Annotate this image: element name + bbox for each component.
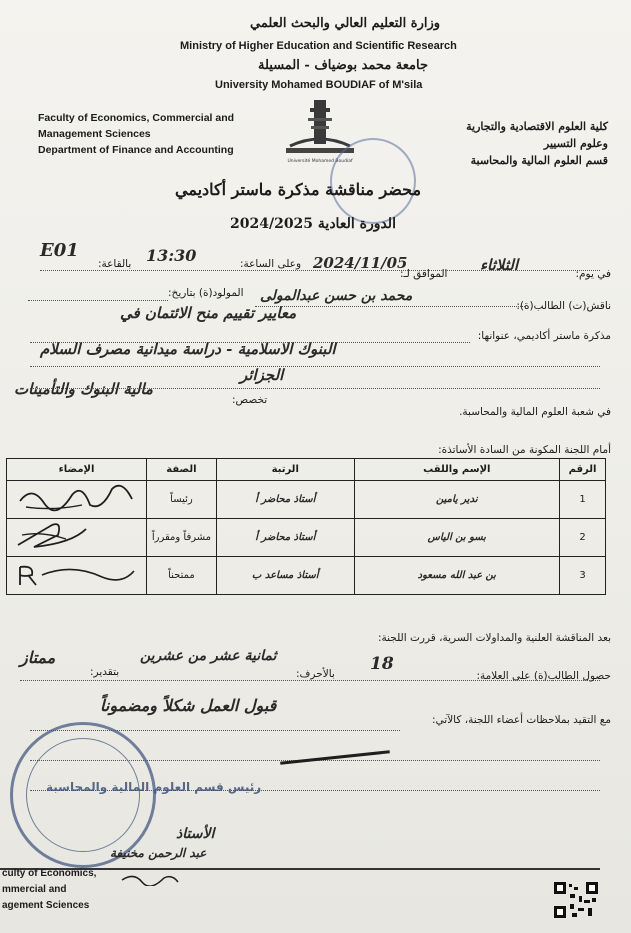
ministry-en: Ministry of Higher Education and Scientific Research	[180, 40, 457, 52]
table-row	[7, 481, 606, 519]
mention-value: ممتاز	[20, 648, 56, 667]
footer-en-line1: culty of Economics,	[2, 868, 97, 879]
after-label: بعد المناقشة العلنية والمداولات السرية، قررت اللجنة:	[377, 632, 611, 644]
faculty-ar-line3: قسم العلوم المالية والمحاسبة	[470, 154, 608, 167]
ministry-ar: وزارة التعليم العالي والبحث العلمي	[250, 16, 441, 31]
committee-table	[6, 458, 606, 595]
row-role: مشرفاً ومقرراً	[147, 519, 217, 557]
date-value: 2024/11/05	[313, 254, 408, 272]
letters-value: ثمانية عشر من عشرين	[140, 648, 277, 664]
faculty-en-line1: Faculty of Economics, Commercial and	[38, 112, 235, 124]
header-signature: الإمضاء	[7, 459, 147, 481]
room-label: بالقاعة:	[98, 258, 132, 270]
header-name: الإسم واللقب	[354, 459, 560, 481]
row-num: 2	[560, 519, 606, 557]
thesis-line2: البنوك الاسلامية - دراسة ميدانية مصرف السلام	[40, 340, 336, 358]
signature-cell	[7, 557, 147, 595]
grade-label: حصول الطالب(ة) على العلامة:	[476, 670, 611, 682]
specialty-label: تخصص:	[232, 394, 268, 406]
university-ar: جامعة محمد بوضياف - المسيلة	[258, 58, 429, 73]
table-row	[7, 557, 606, 595]
faculty-ar	[380, 118, 608, 169]
qr-code-icon	[554, 882, 598, 918]
row-rank: أستاذ مساعد ب	[216, 557, 354, 595]
signature-cell	[7, 519, 147, 557]
svg-text:Université Mohamed Boudiaf: Université Mohamed Boudiaf	[287, 159, 353, 164]
header-role: الصفة	[147, 459, 217, 481]
grade-value: 18	[370, 654, 394, 674]
faculty-ar-line1: كلية العلوم الاقتصادية والتجارية	[466, 120, 608, 133]
footer-en-line2: mmercial and	[2, 884, 67, 895]
signature-1	[12, 481, 142, 515]
row-name: ندير يامين	[354, 481, 560, 519]
remarks-value: قبول العمل شكلاً ومضموناً	[100, 696, 277, 715]
professor-label: الأستاذ	[176, 826, 215, 842]
thesis-label: مذكرة ماستر أكاديمي، عنوانها:	[477, 330, 611, 342]
header-num: الرقم	[560, 459, 606, 481]
time-value: 13:30	[146, 246, 197, 265]
row-rank: أستاذ محاضر أ	[216, 481, 354, 519]
student-label: ناقش(ت) الطالب(ة):	[516, 300, 611, 312]
row-role: رئيساً	[147, 481, 217, 519]
header-rank: الرتبة	[216, 459, 354, 481]
student-value: محمد بن حسن عبدالمولى	[260, 288, 413, 304]
table-header-row	[7, 459, 606, 481]
university-en: University Mohamed BOUDIAF of M'sila	[215, 79, 423, 91]
born-label: المولود(ة) بتاريخ:	[168, 287, 244, 299]
mention-label: بتقدير:	[90, 666, 120, 678]
faculty-ar-line2: وعلوم التسيير	[543, 137, 608, 150]
faculty-en-line2: Management Sciences	[38, 128, 151, 140]
row-role: ممتحناً	[147, 557, 217, 595]
footer-en	[2, 866, 96, 914]
professor-signature	[120, 870, 180, 886]
thesis-line3: الجزائر	[240, 366, 284, 384]
row-num: 3	[560, 557, 606, 595]
department-stamp-inner	[26, 738, 140, 852]
stamp-center-text: رئيس قسم العلوم المالية والمحاسبة	[46, 780, 262, 794]
faculty-en	[38, 110, 268, 158]
row-num: 1	[560, 481, 606, 519]
faculty-en-line3: Department of Finance and Accounting	[38, 144, 234, 156]
thesis-line1: معايير تقييم منح الائتمان في	[120, 304, 297, 322]
row-name: بن عبد الله مسعود	[354, 557, 560, 595]
branch-label: في شعبة العلوم المالية والمحاسبة.	[459, 406, 611, 418]
professor-name: عبد الرحمن مخنيفة	[110, 846, 207, 860]
signature-3	[12, 557, 142, 591]
specialty-value: مالية البنوك والتأمينات	[14, 380, 153, 398]
room-value: E01	[40, 240, 79, 261]
signature-2	[12, 519, 142, 553]
day-value: الثلاثاء	[480, 256, 519, 274]
signature-cell	[7, 481, 147, 519]
session-label: الدورة العادية 2024/2025	[230, 216, 396, 232]
pen-stroke	[280, 750, 390, 764]
letters-label: بالأحرف:	[296, 668, 335, 680]
row-rank: أستاذ محاضر أ	[216, 519, 354, 557]
remarks-label: مع التقيد بملاحظات أعضاء اللجنة، كالآتي:	[431, 714, 611, 726]
corresponding-label: الموافق لـ:	[400, 268, 448, 280]
time-label: وعلى الساعة:	[240, 258, 302, 270]
table-row	[7, 519, 606, 557]
day-label: في يوم:	[575, 268, 611, 280]
committee-label: أمام اللجنة المكونة من السادة الأساتذة:	[438, 444, 611, 456]
footer-en-line3: agement Sciences	[2, 900, 90, 911]
row-name: بسو بن الياس	[354, 519, 560, 557]
document-title: محضر مناقشة مذكرة ماستر أكاديمي	[175, 180, 422, 199]
